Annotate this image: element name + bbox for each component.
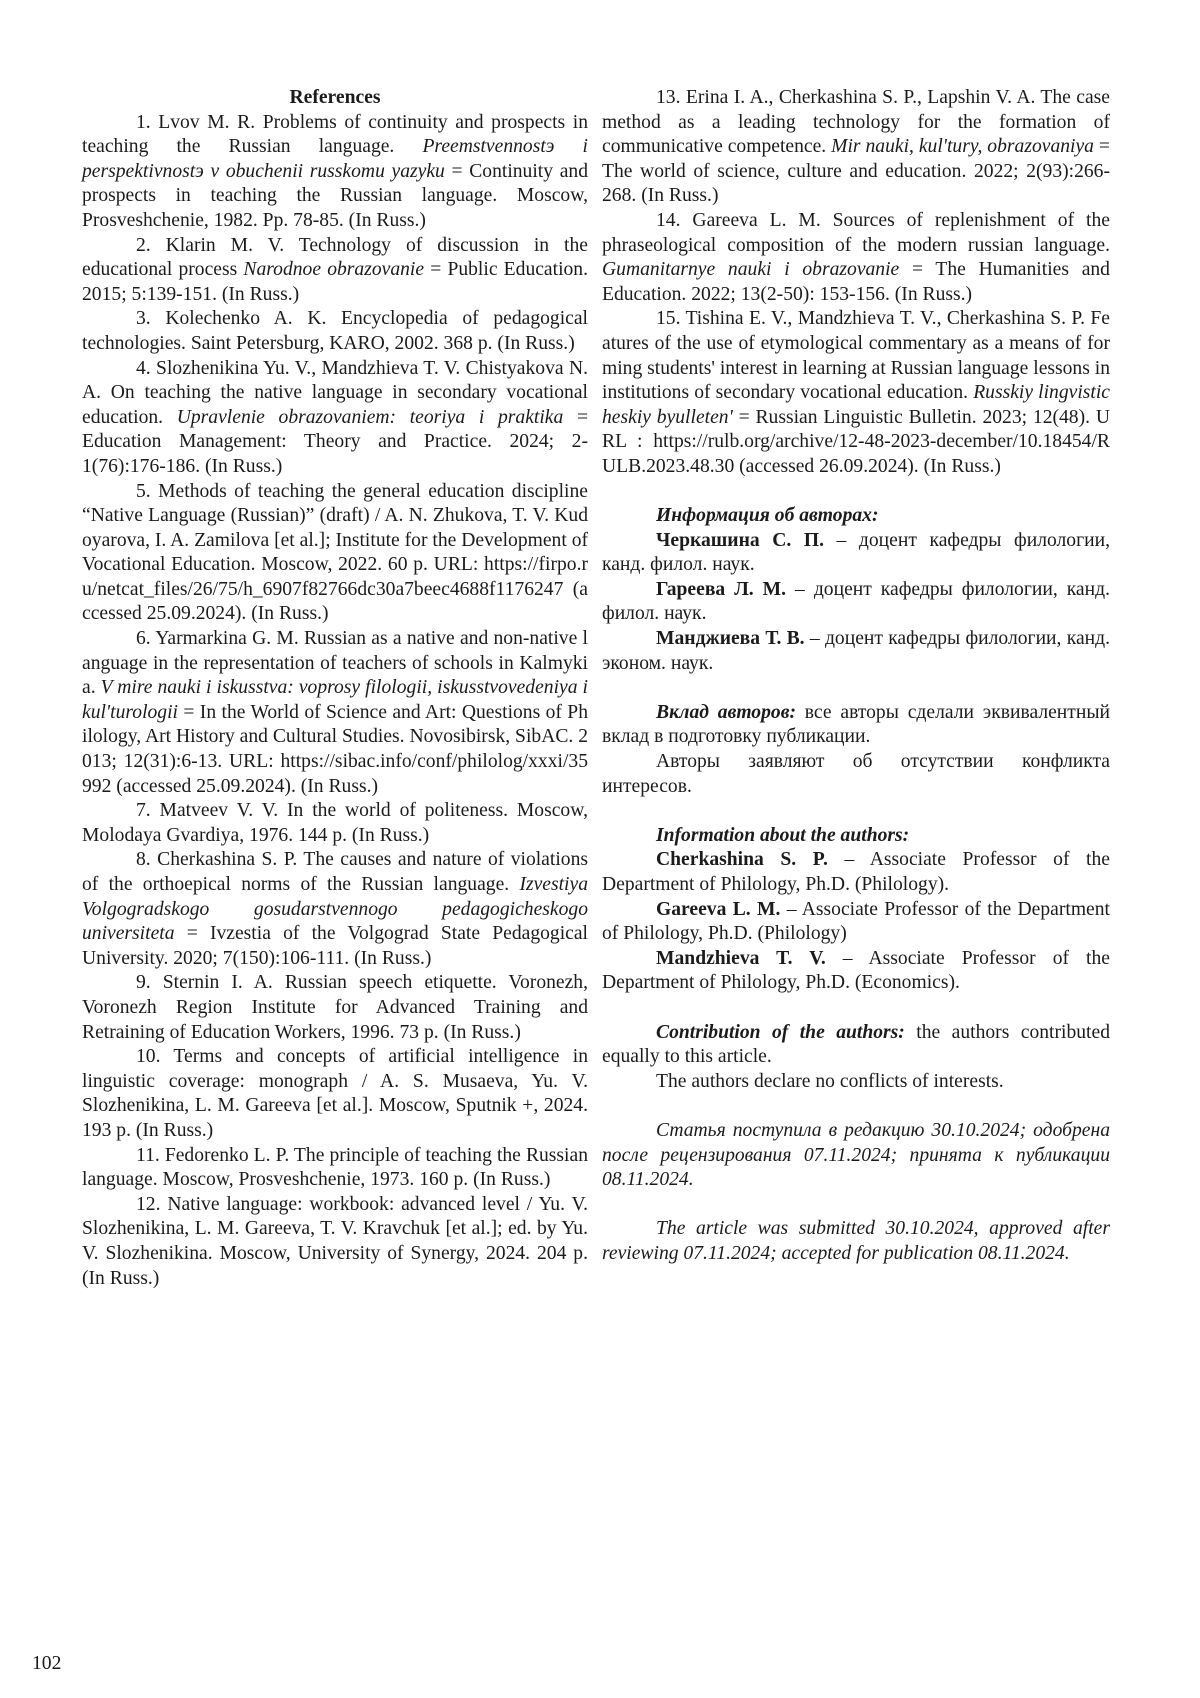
submission-dates-en: The article was submitted 30.10.2024, approved after reviewing 07.11.2024; accepted for publication 08.11.2024.: [602, 1218, 1110, 1264]
reference-item: 7. Matveev V. V. In the world of politeness. Moscow, Molodaya Gvardiya, 1976. 144 p. (In Russ.): [82, 800, 588, 846]
authors-info-ru-title: Информация об авторах:: [656, 505, 879, 527]
reference-item: 10. Terms and concepts of artificial intelligence in linguistic coverage: monograph / A. S. Musaeva, Yu. V. Slozhenikina, L. M. Gareeva [et al.]. Moscow, Sputnik +, 2024. 193 p. (In Russ.): [82, 1046, 588, 1141]
reference-item: 2. Klarin M. V. Technology of discussion in the educational process Narodnoe obrazovanie = Public Education. 2015; 5:139-151. (In Russ.): [82, 234, 589, 305]
references-heading: References: [289, 87, 381, 108]
reference-item: 15. Tishina E. V., Mandzhieva T. V., Cherkashina S. P. Features of the use of etymological commentary as a means of forming students' interest in learning at Russian language lessons in institutions of secondary vocational education. Russkiy lingvisticheskiy byulleten' = Russian Linguistic Bulletin. 2023; 12(48). URL : https://rulb.org/archive/12-48-2023-december/10.18454/RULB.2023.48.30 (accessed 26.09.2024). (In Russ.): [602, 308, 1111, 477]
author-entry-ru: Черкашина С. П. – доцент кафедры филологии, канд. филол. наук.: [602, 529, 1110, 576]
reference-item: 6. Yarmarkina G. M. Russian as a native and non-native language in the representation of teachers of schools in Kalmykia. V mire nauki i iskusstva: voprosy filologii, iskusstvovedeniya i kul'turologii = In the World of Science and Art: Questions of Philology, Art History and Cultural Studies. Novosibirsk, SibAC. 2013; 12(31):6-13. URL: https://sibac.info/conf/philolog/xxxi/35992 (accessed 25.09.2024). (In Russ.): [82, 628, 589, 797]
submission-dates-ru: Статья поступила в редакцию 30.10.2024; одобрена после рецензирования 07.11.2024; принята к публикации 08.11.2024.: [602, 1119, 1110, 1191]
page-number: 102: [32, 1653, 62, 1674]
reference-item: 9. Sternin I. A. Russian speech etiquette. Voronezh, Voronezh Region Institute for Advanced Training and Retraining of Education Workers, 1996. 73 p. (In Russ.): [82, 972, 588, 1043]
author-entry-en: Mandzhieva T. V. – Associate Professor of the Department of Philology, Ph.D. (Economics).: [602, 947, 1110, 994]
contribution-en: Contribution of the authors: the authors contributed equally to this article.: [602, 1021, 1110, 1068]
author-entry-ru: Гареева Л. М. – доцент кафедры филологии, канд. филол. наук.: [602, 578, 1110, 625]
reference-item: 8. Cherkashina S. P. The causes and nature of violations of the orthoepical norms of the Russian language. Izvestiya Volgogradskogo gosudarstvennogo pedagogicheskogo universiteta = Ivzestia of the Volgograd State Pedagogical University. 2020; 7(150):106-111. (In Russ.): [82, 849, 588, 969]
left-column: [82, 86, 588, 1291]
reference-item: 3. Kolechenko A. K. Encyclopedia of pedagogical technologies. Saint Petersburg, KARO, 2002. 368 p. (In Russ.): [82, 308, 588, 354]
author-entry-en: Gareeva L. M. – Associate Professor of the Department of Philology, Ph.D. (Philology): [602, 898, 1110, 945]
conflict-en: The authors declare no conflicts of interests.: [656, 1070, 1004, 1092]
reference-item: 4. Slozhenikina Yu. V., Mandzhieva T. V. Chistyakova N. A. On teaching the native language in secondary vocational education. Upravlenie obrazovaniem: teoriya i praktika = Education Management: Theory and Practice. 2024; 2-1(76):176-186. (In Russ.): [82, 357, 589, 477]
conflict-ru: Авторы заявляют об отсутствии конфликта интересов.: [602, 751, 1110, 797]
contribution-ru: Вклад авторов: все авторы сделали эквивалентный вклад в подготовку публикации.: [602, 701, 1110, 748]
reference-item: 5. Methods of teaching the general education discipline “Native Language (Russian)” (draft) / A. N. Zhukova, T. V. Kudoyarova, I. A. Zamilova [et al.]; Institute for the Development of Vocational Education. Moscow, 2022. 60 p. URL: https://firpo.ru/netcat_files/26/75/h_6907f82766dc30a7beec4688f1176247 (accessed 25.09.2024). (In Russ.): [82, 480, 589, 625]
reference-item: 13. Erina I. A., Cherkashina S. P., Lapshin V. A. The case method as a leading technology for the formation of communicative competence. Mir nauki, kul'tury, obrazovaniya = The world of science, culture and education. 2022; 2(93):266-268. (In Russ.): [602, 87, 1110, 207]
reference-item: 11. Fedorenko L. P. The principle of teaching the Russian language. Moscow, Prosveshchenie, 1973. 160 p. (In Russ.): [82, 1144, 588, 1191]
reference-item: 12. Native language: workbook: advanced level / Yu. V. Slozhenikina, L. M. Gareeva, T. V. Kravchuk [et al.]; ed. by Yu. V. Slozhenikina. Moscow, University of Synergy, 2024. 204 p. (In Russ.): [82, 1193, 588, 1289]
author-entry-ru: Манджиева Т. В. – доцент кафедры филологии, канд. эконом. наук.: [602, 628, 1110, 674]
reference-item: 1. Lvov M. R. Problems of continuity and prospects in teaching the Russian language. Preemstvennostэ i perspektivnostэ v obuchenii russkomu yazyku = Continuity and prospects in teaching the Russian language. Moscow, Prosveshchenie, 1982. Pp. 78-85. (In Russ.): [82, 111, 588, 231]
right-column: [602, 86, 1110, 1267]
reference-item: 14. Gareeva L. M. Sources of replenishment of the phraseological composition of the modern russian language. Gumanitarnye nauki i obrazovanie = The Humanities and Education. 2022; 13(2-50): 153-156. (In Russ.): [602, 209, 1110, 305]
author-entry-en: Cherkashina S. P. – Associate Professor of the Department of Philology, Ph.D. (Philology).: [602, 849, 1110, 895]
authors-info-en-title: Information about the authors:: [656, 824, 910, 846]
